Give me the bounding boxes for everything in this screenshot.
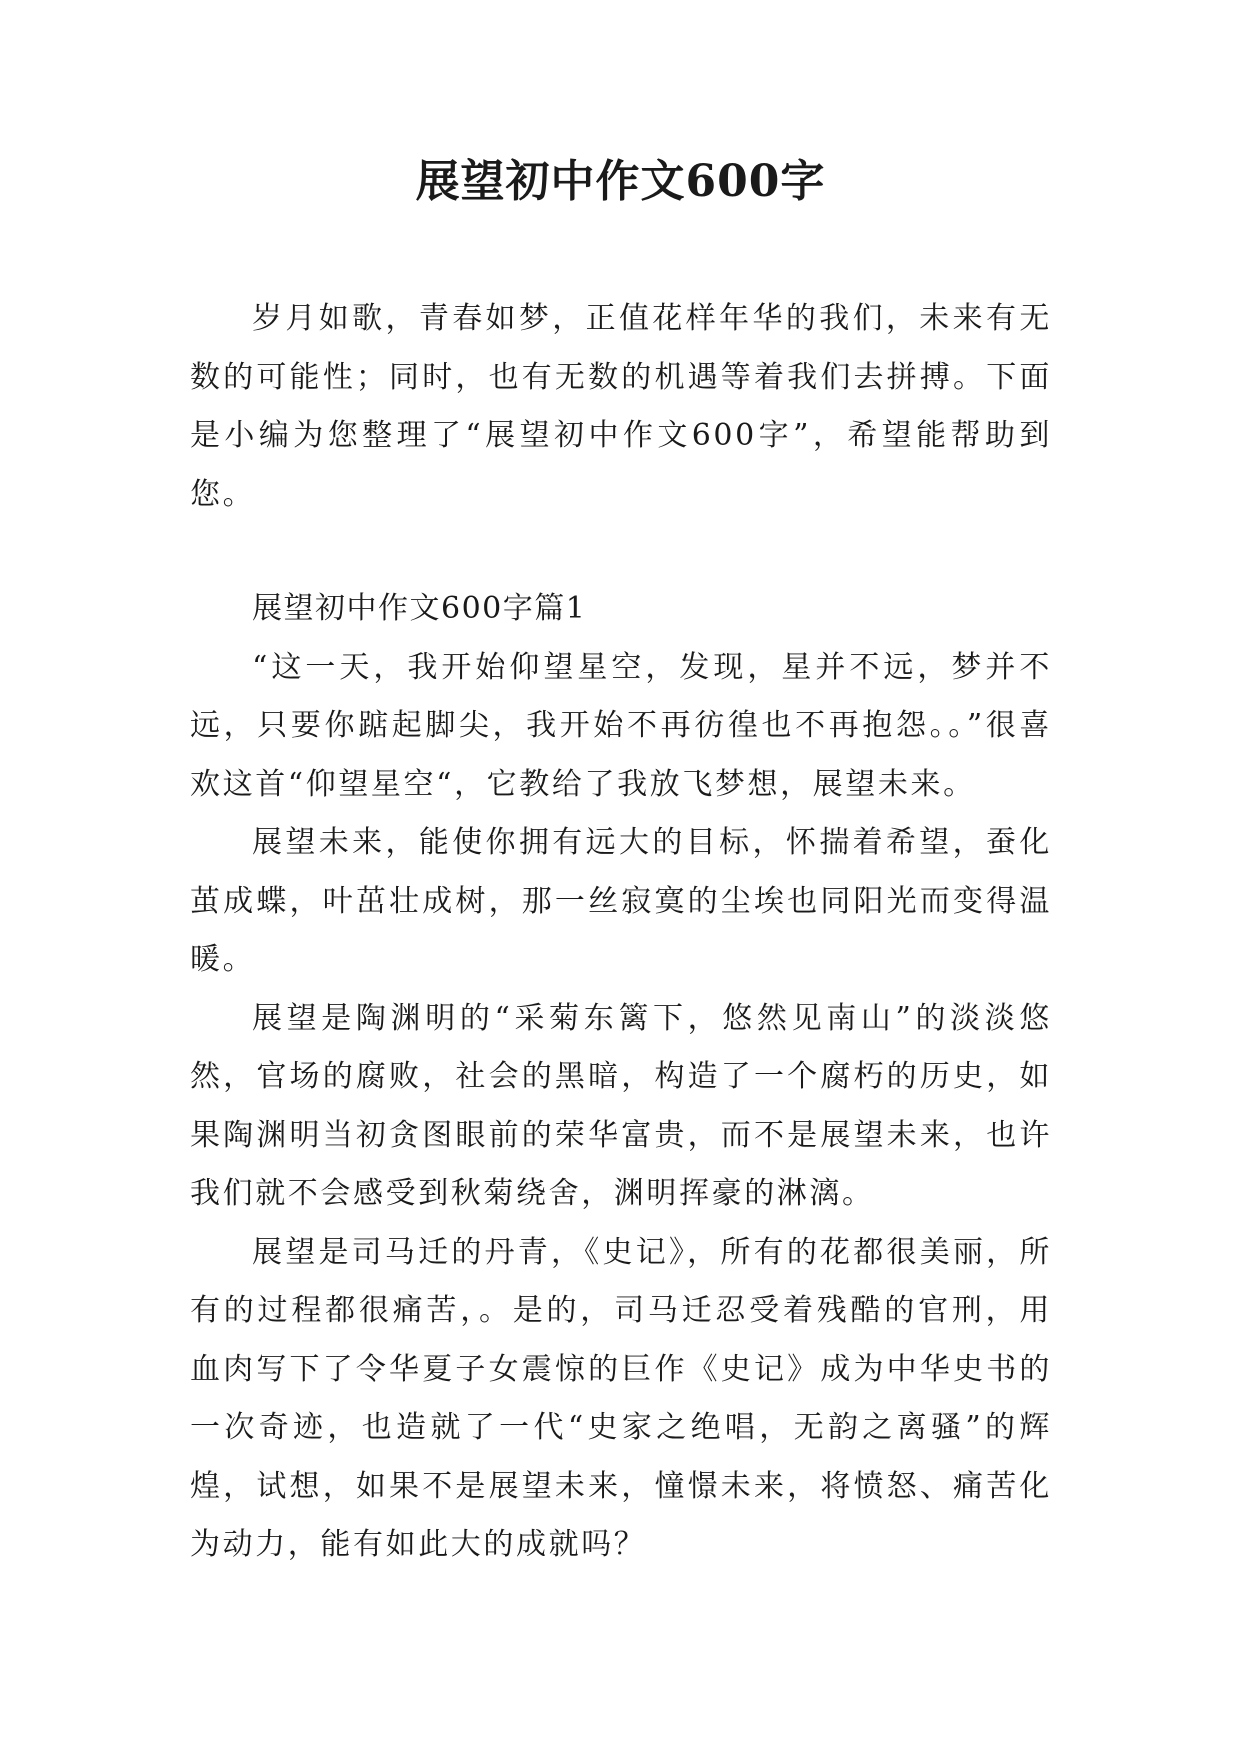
section-heading: 展望初中作文600字篇1 (252, 591, 587, 626)
essay-section (190, 580, 1052, 1575)
essay-paragraph-3: 展望是陶渊明的“采菊东篱下，悠然见南山”的淡淡悠然，官场的腐败，社会的黑暗，构造了一个腐朽的历史，如果陶渊明当初贪图眼前的荣华富贵，而不是展望未来，也许我们就不会感受到秋菊绕舍，渊明挥豪的淋漓。 (190, 1000, 1052, 1211)
document-title: 展望初中作文600字 (415, 156, 826, 207)
essay-paragraph-2: 展望未来，能使你拥有远大的目标，怀揣着希望，蚕化茧成蝶，叶茁壮成树，那一丝寂寞的尘埃也同阳光而变得温暖。 (190, 825, 1052, 977)
essay-paragraph-4: 展望是司马迁的丹青，《史记》，所有的花都很美丽，所有的过程都很痛苦，。是的，司马迁忍受着残酷的官刑，用血肉写下了令华夏子女震惊的巨作《史记》成为中华史书的一次奇迹，也造就了一代“史家之绝唱，无韵之离骚”的辉煌，试想，如果不是展望未来，憧憬未来，将愤怒、痛苦化为动力，能有如此大的成就吗？ (190, 1234, 1052, 1562)
essay-paragraph-1: “这一天，我开始仰望星空，发现，星并不远，梦并不远，只要你踮起脚尖，我开始不再彷徨也不再抱怨。。”很喜欢这首“仰望星空“，它教给了我放飞梦想，展望未来。 (190, 649, 1052, 802)
intro-paragraph: 岁月如歌，青春如梦，正值花样年华的我们，未来有无数的可能性；同时，也有无数的机遇等着我们去拼搏。下面是小编为您整理了“展望初中作文600字”，希望能帮助到您。 (190, 301, 1052, 512)
